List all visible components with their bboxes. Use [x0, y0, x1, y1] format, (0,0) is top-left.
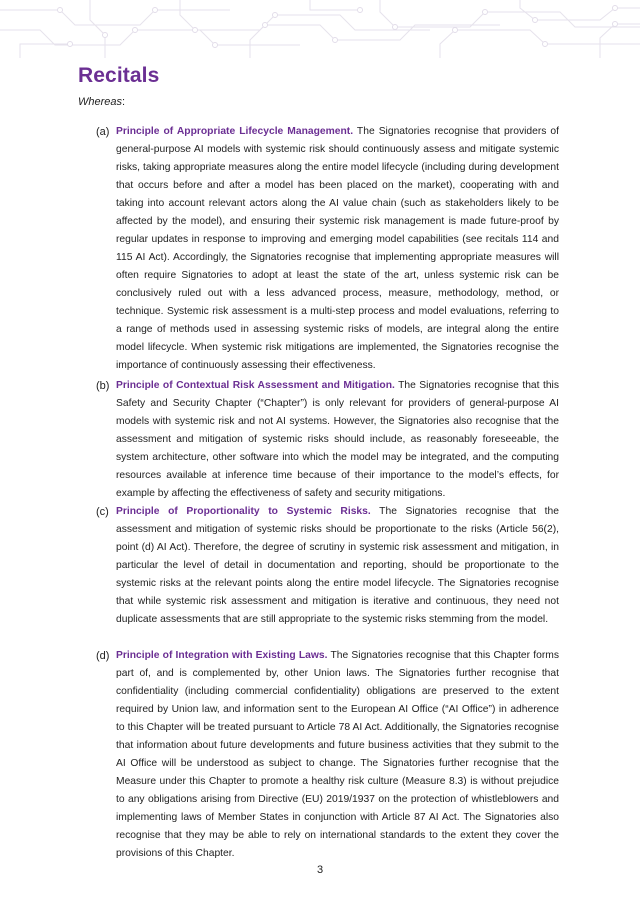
recital-paragraph — [116, 503, 559, 629]
recital-d — [96, 647, 560, 863]
recital-body: The Signatories recognise that the assessment and mitigation of systemic risks should be proportionate to the risks (Article 56(2), point (d) AI Act). Therefore, the degree of scrutiny in systemic risk assessment and mitigation, in particular the level of detail in documentation and reporting, should be proportionate to the systemic risks at the relevant points along the entire model lifecycle. The Signatories recognise that while systemic risk assessment and mitigation is iterative and continuous, they need not duplicate assessments that are still appropriate to the systemic risks stemming from the model. — [116, 506, 559, 625]
recital-marker: (b) — [96, 380, 110, 392]
recital-paragraph — [116, 377, 559, 503]
recital-heading: Principle of Appropriate Lifecycle Management. — [116, 126, 354, 137]
recital-b — [96, 377, 560, 503]
header-circuit-decoration — [0, 0, 640, 58]
recital-body: The Signatories recognise that providers of general-purpose AI models with systemic risk should continuously assess and mitigate systemic risks, taking appropriate measures along the entire model lifecycle (including during development that occurs before and after a model has been placed on the market), cooperating with and taking into account relevant actors along the AI value chain (such as stakeholders likely to be affected by the model), and ensuring their systemic risk management is made future-proof by regular updates in response to improving and emerging model capabilities (see recitals 114 and 115 AI Act). Accordingly, the Signatories recognise that implementing appropriate measures will often require Signatories to adopt at least the state of the art, unless systemic risk can be conclusively ruled out with a less advanced process, measure, methodology, method, or technique. Systemic risk assessment is a multi-step process and model evaluations, referring to a range of methods used in assessing systemic risks of models, are integral along the entire model lifecycle. When systemic risk mitigations are implemented, the Signatories recognise the importance of continuously assessing their effectiveness. — [116, 126, 560, 371]
recital-paragraph — [116, 123, 559, 375]
whereas-text: Whereas — [78, 96, 123, 108]
whereas-intro — [78, 96, 125, 108]
recital-c — [96, 503, 560, 629]
recital-marker: (a) — [96, 126, 110, 138]
recital-heading: Principle of Proportionality to Systemic Risks. — [116, 506, 371, 517]
recital-marker: (d) — [96, 650, 110, 662]
recital-a — [96, 123, 560, 375]
recital-marker: (c) — [96, 506, 109, 518]
page-title: Recitals — [78, 64, 160, 87]
recital-heading: Principle of Contextual Risk Assessment and Mitigation. — [116, 380, 395, 391]
whereas-colon: : — [122, 96, 126, 108]
recital-paragraph — [116, 647, 559, 863]
recital-body: The Signatories recognise that this Chapter forms part of, and is complemented by, other Union laws. The Signatories further recognise that confidentiality (including commercial confidentiality) obligations are preserved to the extent required by Union law, and information sent to the European AI Office (“AI Office”) in adherence to this Chapter will be treated pursuant to Article 78 AI Act. Additionally, the Signatories recognise that information about future developments and future business activities that they submit to the AI Office will be understood as subject to change. The Signatories further recognise that the Measure under this Chapter to promote a healthy risk culture (Measure 8.3) is without prejudice to any obligations arising from Directive (EU) 2019/1937 on the protection of whistleblowers and implementing laws of Member States in conjunction with Article 87 AI Act. The Signatories also recognise that they may be able to rely on international standards to the extent they cover the provisions of this Chapter. — [116, 650, 559, 859]
page-number: 3 — [316, 864, 324, 876]
recital-heading: Principle of Integration with Existing Laws. — [116, 650, 328, 661]
recital-body: The Signatories recognise that this Safety and Security Chapter (“Chapter”) is only relevant for providers of general-purpose AI models with systemic risk and not AI systems. However, the Signatories also recognise that the assessment and mitigation of systemic risks should include, as reasonably foreseeable, the system architecture, other software into which the model may be integrated, and the computing resources available at inference time because of their importance to the model’s effects, for example by affecting the effectiveness of safety and security mitigations. — [116, 380, 559, 499]
